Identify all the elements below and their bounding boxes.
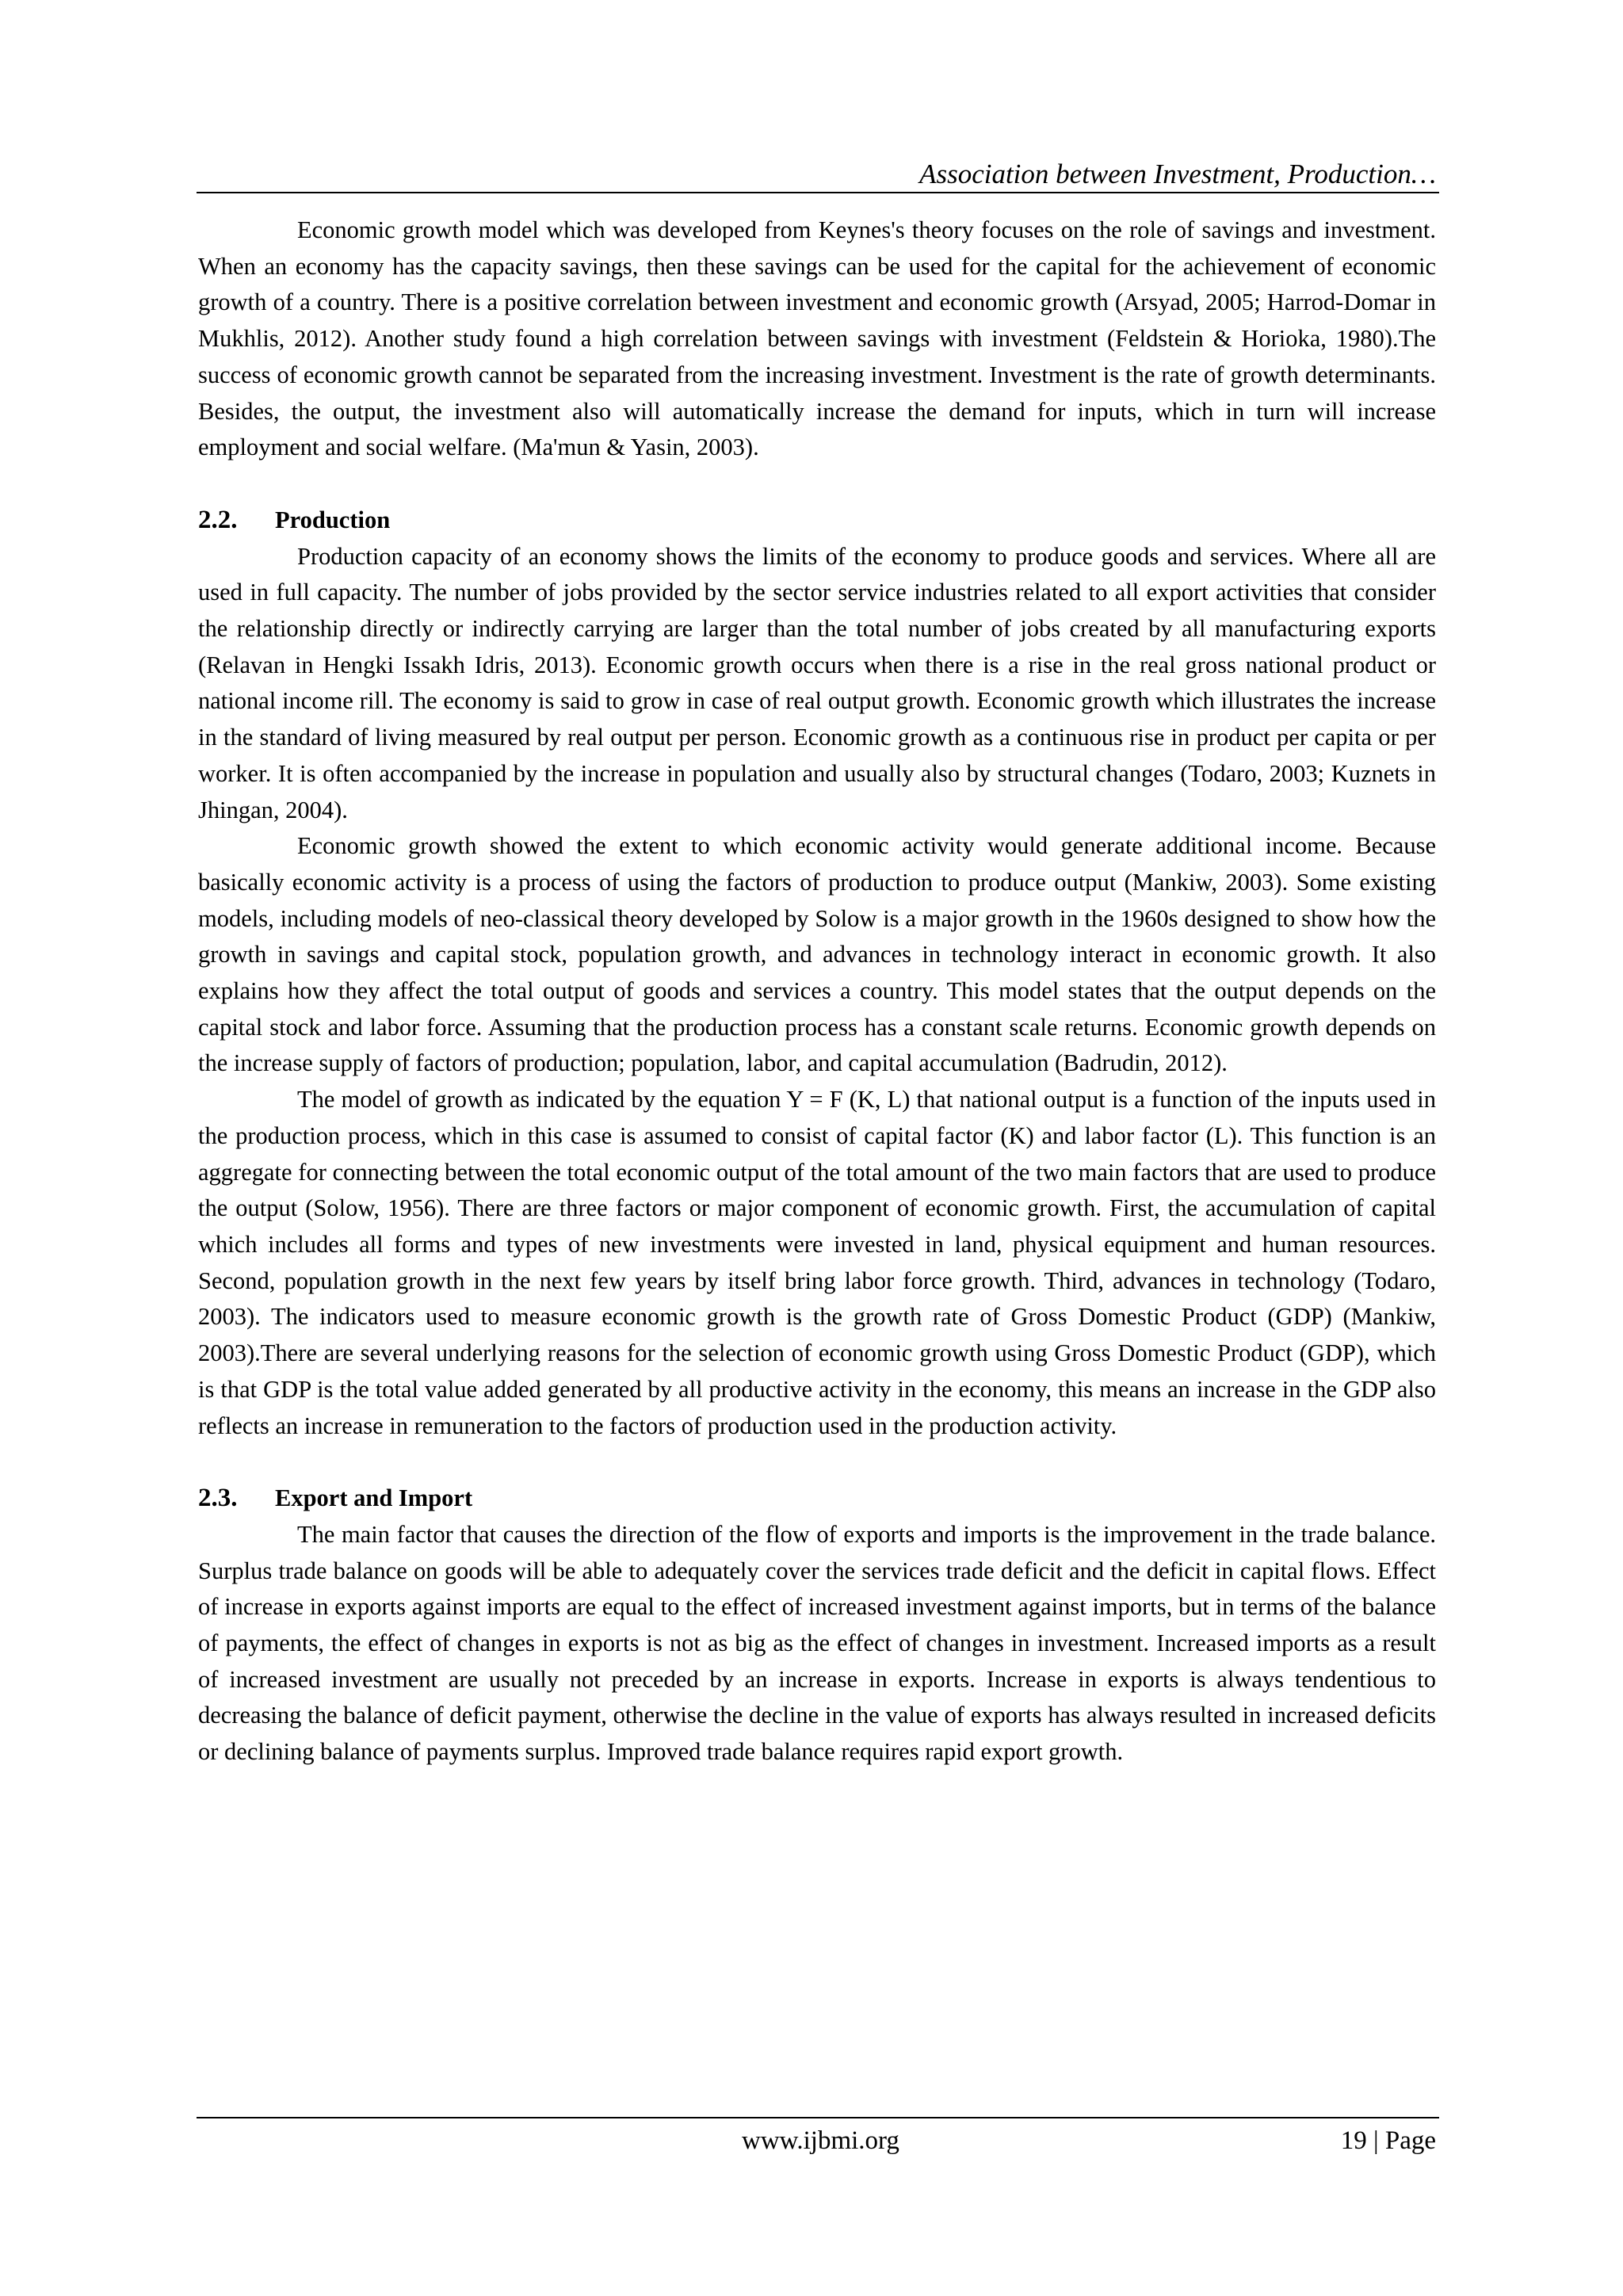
section-heading-production	[198, 502, 1436, 539]
footer-page-number: 19 | Page	[1340, 2126, 1436, 2155]
running-header	[197, 155, 1439, 193]
section-heading-export-import	[198, 1480, 1436, 1517]
article-body	[198, 212, 1436, 1771]
section-title: Export and Import	[275, 1484, 473, 1512]
section-number: 2.3.	[198, 1484, 238, 1513]
section-title: Production	[275, 506, 391, 533]
paragraph-production-3: The model of growth as indicated by the equation Y = F (K, L) that national output is a function of the inputs used in the production process, which in this case is assumed to consist of capital factor (K) and labor factor (L). This function is an aggregate for connecting between the total economic output of the total amount of the two main factors that are used to produce the output (Solow, 1956). There are three factors or major component of economic growth. First, the accumulation of capital which includes all forms and types of new investments were invested in land, physical equipment and human resources. Second, population growth in the next few years by itself bring labor force growth. Third, advances in technology (Todaro, 2003). The indicators used to measure economic growth is the growth rate of Gross Domestic Product (GDP) (Mankiw, 2003).There are several underlying reasons for the selection of economic growth using Gross Domestic Product (GDP), which is that GDP is the total value added generated by all productive activity in the economy, this means an increase in the GDP also reflects an increase in remuneration to the factors of production used in the production activity.	[198, 1086, 1436, 1439]
paragraph-intro: Economic growth model which was developed from Keynes's theory focuses on the role of savings and investment. When an economy has the capacity savings, then these savings can be used for the capital for the achievement of economic growth of a country. There is a positive correlation between investment and economic growth (Arsyad, 2005; Harrod-Domar in Mukhlis, 2012). Another study found a high correlation between savings with investment (Feldstein & Horioka, 1980).The success of economic growth cannot be separated from the increasing investment. Investment is the rate of growth determinants. Besides, the output, the investment also will automatically increase the demand for inputs, which in turn will increase employment and social welfare. (Ma'mun & Yasin, 2003).	[198, 216, 1436, 461]
footer-url: www.ijbmi.org	[742, 2126, 899, 2155]
running-title: Association between Investment, Production…	[919, 159, 1436, 189]
section-number: 2.2.	[198, 505, 238, 534]
paragraph-export-1: The main factor that causes the direction of the flow of exports and imports is the improvement in the trade balance. Surplus trade balance on goods will be able to adequately cover the services trade deficit and the deficit in capital flows. Effect of increase in exports against imports are equal to the effect of increased investment against imports, but in terms of the balance of payments, the effect of changes in exports is not as big as the effect of changes in investment. Increased imports as a result of increased investment are usually not preceded by an increase in exports. Increase in exports is always tendentious to decreasing the balance of deficit payment, otherwise the decline in the value of exports has always resulted in increased deficits or declining balance of payments surplus. Improved trade balance requires rapid export growth.	[198, 1520, 1436, 1766]
page-footer	[197, 2117, 1439, 2166]
paragraph-production-1: Production capacity of an economy shows the limits of the economy to produce goods and services. Where all are used in full capacity. The number of jobs provided by the sector service industries related to all export activities that consider the relationship directly or indirectly carrying are larger than the total number of jobs created by all manufacturing exports (Relavan in Hengki Issakh Idris, 2013). Economic growth occurs when there is a rise in the real gross national product or national income rill. The economy is said to grow in case of real output growth. Economic growth which illustrates the increase in the standard of living measured by real output per person. Economic growth as a continuous rise in product per capita or per worker. It is often accompanied by the increase in population and usually also by structural changes (Todaro, 2003; Kuznets in Jhingan, 2004).	[198, 542, 1436, 823]
paragraph-production-2: Economic growth showed the extent to which economic activity would generate additional income. Because basically economic activity is a process of using the factors of production to produce output (Mankiw, 2003). Some existing models, including models of neo-classical theory developed by Solow is a major growth in the 1960s designed to show how the growth in savings and capital stock, population growth, and advances in technology interact in economic growth. It also explains how they affect the total output of goods and services a country. This model states that the output depends on the capital stock and labor force. Assuming that the production process has a constant scale returns. Economic growth depends on the increase supply of factors of production; population, labor, and capital accumulation (Badrudin, 2012).	[198, 832, 1436, 1077]
